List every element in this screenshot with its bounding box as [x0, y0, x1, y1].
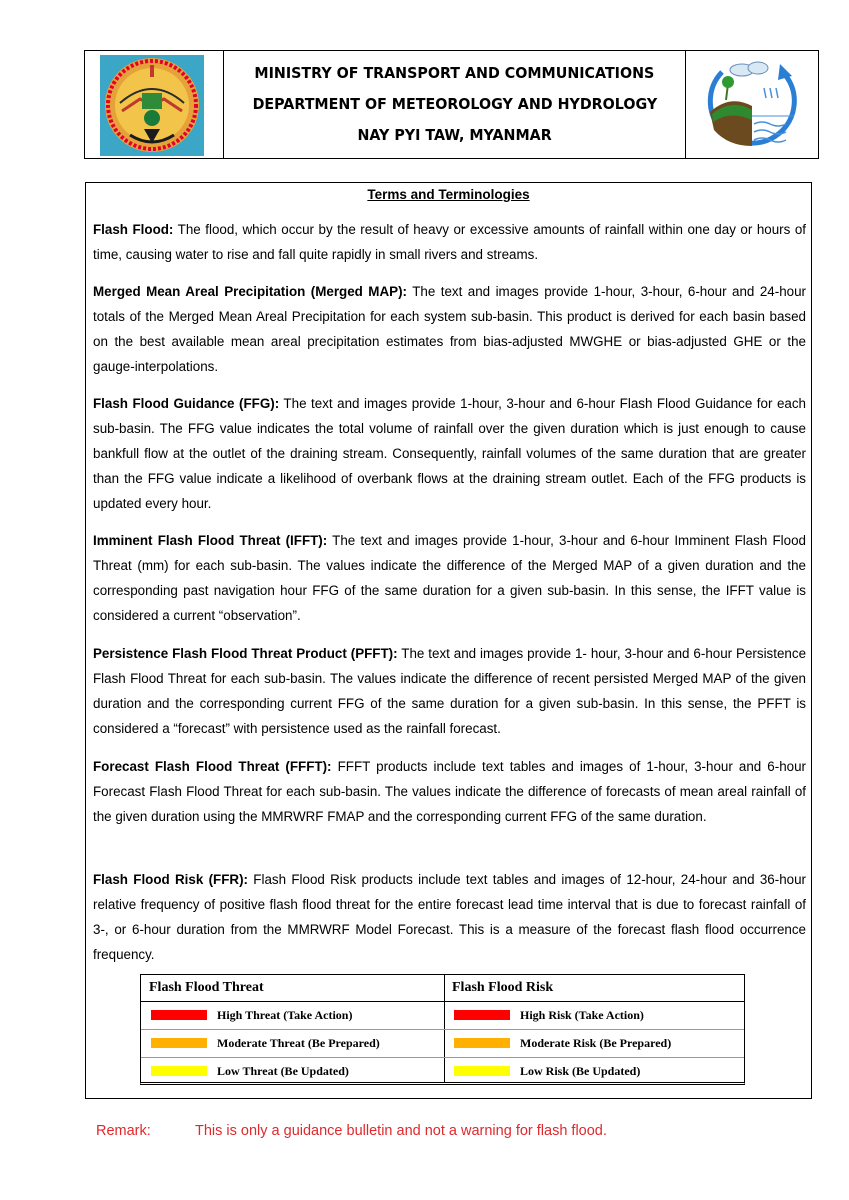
term-name: Merged Mean Areal Precipitation (Merged MAP):: [93, 284, 407, 299]
term-name: Flash Flood Risk (FFR):: [93, 872, 248, 887]
term-name: Flash Flood Guidance (FFG):: [93, 396, 280, 411]
term-definition: The text and images provide 1-hour, 3-hour and 6-hour Flash Flood Guidance for each sub-basin. The FFG value indicates the total volume of rainfall over the given duration which is just enough to cause bankfull flow at the outlet of the draining stream. Consequently, rainfall volumes of the same duration that are greater than the FFG value indicate a likelihood of overbank flows at the draining stream outlet. Each of the FFG products is updated every hour.: [93, 396, 806, 512]
term-name: Persistence Flash Flood Threat Product (PFFT):: [93, 646, 398, 661]
legend-label: High Threat (Take Action): [217, 1008, 353, 1022]
legend-label: High Risk (Take Action): [520, 1008, 644, 1022]
ministry-name: MINISTRY OF TRANSPORT AND COMMUNICATIONS: [254, 64, 655, 82]
legend-row-low-risk: [444, 1058, 744, 1085]
risk-legend-column: [444, 975, 744, 1082]
legend-swatch: [454, 1010, 510, 1020]
legend-label: Moderate Risk (Be Prepared): [520, 1036, 672, 1050]
term-merged-map: [93, 279, 806, 379]
letterhead: [84, 50, 819, 159]
legend-label: Low Threat (Be Updated): [217, 1064, 349, 1078]
term-ffr: [93, 867, 806, 967]
legend-swatch: [454, 1038, 510, 1048]
risk-legend-header: Flash Flood Risk: [444, 975, 744, 1002]
term-name: Imminent Flash Flood Threat (IFFT):: [93, 533, 328, 548]
threat-legend-header: Flash Flood Threat: [141, 975, 444, 1002]
terms-box: [85, 182, 812, 1099]
term-ffg: [93, 391, 806, 516]
term-pfft: [93, 641, 806, 741]
term-definition: The flood, which occur by the result of heavy or excessive amounts of rainfall within one day or hours of time, causing water to rise and fall quite rapidly in small rivers and streams.: [93, 222, 806, 263]
legend-swatch: [151, 1038, 207, 1048]
legend-row-moderate-risk: [444, 1030, 744, 1058]
term-ifft: [93, 528, 806, 628]
term-definition: FFFT products include text tables and images of 1-hour, 3-hour and 6-hour Forecast Flash Flood Threat for each sub-basin. The values indicate the difference of forecasts of mean areal rainfall of the given duration using the MMRWRF FMAP and the corresponding current FFG of the same duration.: [93, 759, 806, 825]
legend-row-moderate-threat: [141, 1030, 444, 1058]
legend-label: Low Risk (Be Updated): [520, 1064, 641, 1078]
legend-row-high-risk: [444, 1002, 744, 1030]
term-name: Flash Flood:: [93, 222, 174, 237]
legend-row-high-threat: [141, 1002, 444, 1030]
section-title: Terms and Terminologies: [367, 187, 530, 202]
ministry-emblem-icon: [100, 55, 204, 156]
term-definition: The text and images provide 1-hour, 3-hour, 6-hour and 24-hour totals of the Merged Mean Areal Precipitation for each system sub-basin. This product is derived for each basin based on the best available mean areal precipitation estimates from bias-adjusted MWGHE or bias-adjusted GHE or the gauge-interpolations.: [93, 284, 806, 375]
threat-legend-column: [141, 975, 445, 1082]
department-name: DEPARTMENT OF METEOROLOGY AND HYDROLOGY: [252, 95, 657, 113]
hydrological-cycle-icon: [700, 54, 804, 156]
legend-swatch: [454, 1066, 510, 1076]
term-definition: The text and images provide 1- hour, 3-hour and 6-hour Persistence Flash Flood Threat for each sub-basin. The values indicate the difference of recent persisted Merged MAP of the given duration and the corresponding current FFG of the same duration for a given sub-basin. In this sense, the PFFT is considered a “forecast” with persistence used as the rainfall forecast.: [93, 646, 807, 737]
ministry-logo-cell: [85, 51, 224, 158]
term-definition: The text and images provide 1-hour, 3-hour and 6-hour Imminent Flash Flood Threat (mm) for each sub-basin. The values indicate the difference of the Merged MAP of a given duration and the corresponding past navigation hour FFG of the same duration for a given sub-basin. In this sense, the IFFT value is considered a current “observation”.: [93, 533, 806, 624]
legend-row-low-threat: [141, 1058, 444, 1085]
location: NAY PYI TAW, MYANMAR: [357, 126, 552, 144]
term-name: Forecast Flash Flood Threat (FFFT):: [93, 759, 332, 774]
term-definition: Flash Flood Risk products include text tables and images of 12-hour, 24-hour and 36-hour relative frequency of positive flash flood threat for the entire forecast lead time interval that is due to forecast rainfall of 3-, or 6-hour duration from the MMRWRF Model Forecast. This is a measure of the forecast flash flood occurrence frequency.: [93, 872, 807, 963]
term-flash-flood: [93, 217, 806, 267]
threat-risk-legend: [140, 974, 745, 1085]
letterhead-title: [224, 51, 685, 158]
remark-label: Remark:: [96, 1123, 151, 1139]
legend-label: Moderate Threat (Be Prepared): [217, 1036, 380, 1050]
legend-swatch: [151, 1010, 207, 1020]
legend-swatch: [151, 1066, 207, 1076]
department-logo-cell: [685, 51, 818, 158]
remark-text: This is only a guidance bulletin and not a warning for flash flood.: [195, 1123, 607, 1139]
term-ffft: [93, 754, 806, 829]
